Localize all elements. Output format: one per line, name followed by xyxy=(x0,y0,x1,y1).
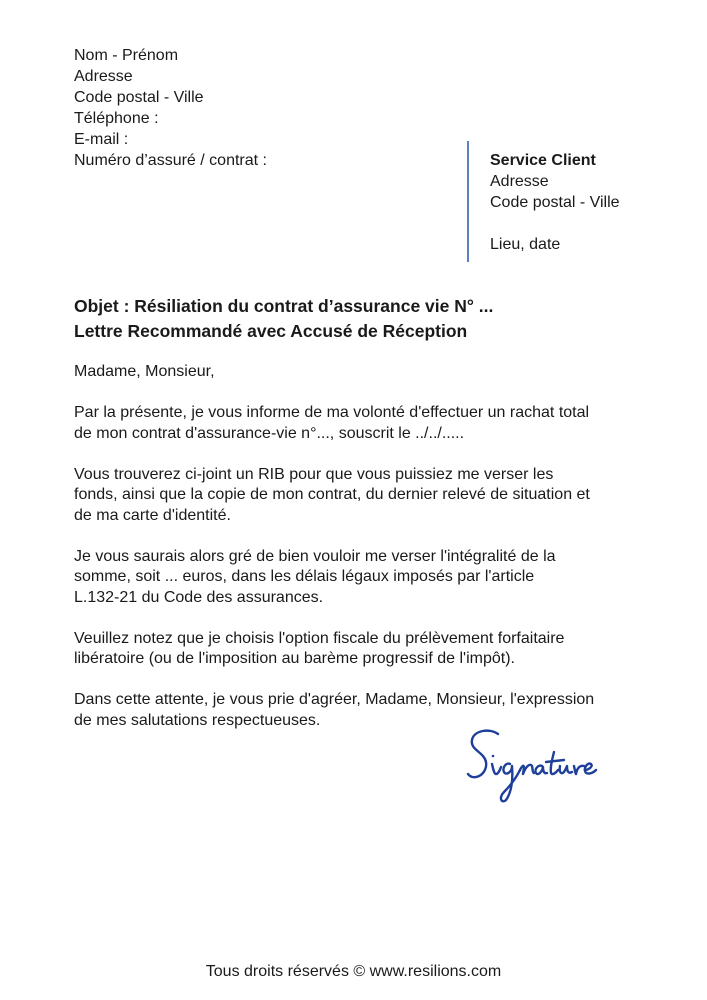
body-paragraph-3: Je vous saurais alors gré de bien vouloir me verser l'intégralité de la somme, soit ... euros, dans les délais légaux imposés par l'article L.132-21 du Code des assurances. xyxy=(74,547,556,606)
recipient-spacer xyxy=(490,213,620,234)
sender-contract-number: Numéro d’assuré / contrat : xyxy=(74,152,267,169)
recipient-divider xyxy=(467,141,469,262)
body-paragraph-2: Vous trouverez ci-joint un RIB pour que vous puissiez me verser les fonds, ainsi que la copie de mon contrat, du dernier relevé de situation et de ma carte d'identité. xyxy=(74,465,590,524)
body-paragraph-5: Dans cette attente, je vous prie d'agréer, Madame, Monsieur, l'expression de mes salutations respectueuses. xyxy=(74,691,595,729)
place-date: Lieu, date xyxy=(490,236,561,253)
footer-copyright: Tous droits réservés © www.resilions.com xyxy=(205,963,502,980)
recipient-name: Service Client xyxy=(490,152,596,169)
sender-name: Nom - Prénom xyxy=(74,47,179,64)
recipient-city: Code postal - Ville xyxy=(490,194,620,211)
letter-subject xyxy=(74,294,493,344)
sender-phone: Téléphone : xyxy=(74,110,159,127)
greeting: Madame, Monsieur, xyxy=(74,363,215,380)
letter-body xyxy=(74,362,644,752)
sender-address: Adresse xyxy=(74,68,133,85)
sender-email: E-mail : xyxy=(74,131,129,148)
sender-city: Code postal - Ville xyxy=(74,89,204,106)
body-paragraph-1: Par la présente, je vous informe de ma volonté d'effectuer un rachat total de mon contrat d'assurance-vie n°..., souscrit le ../../..... xyxy=(74,404,590,442)
recipient-block xyxy=(490,150,620,255)
subject-line-1: Objet : Résiliation du contrat d’assurance vie N° ... xyxy=(74,296,494,316)
sender-block xyxy=(74,45,267,171)
handwritten-signature xyxy=(462,722,637,812)
body-paragraph-4: Veuillez notez que je choisis l'option fiscale du prélèvement forfaitaire libératoire (ou de l'imposition au barème progressif de l'impôt). xyxy=(74,629,565,667)
subject-line-2: Lettre Recommandé avec Accusé de Réception xyxy=(74,321,468,341)
recipient-address: Adresse xyxy=(490,173,549,190)
